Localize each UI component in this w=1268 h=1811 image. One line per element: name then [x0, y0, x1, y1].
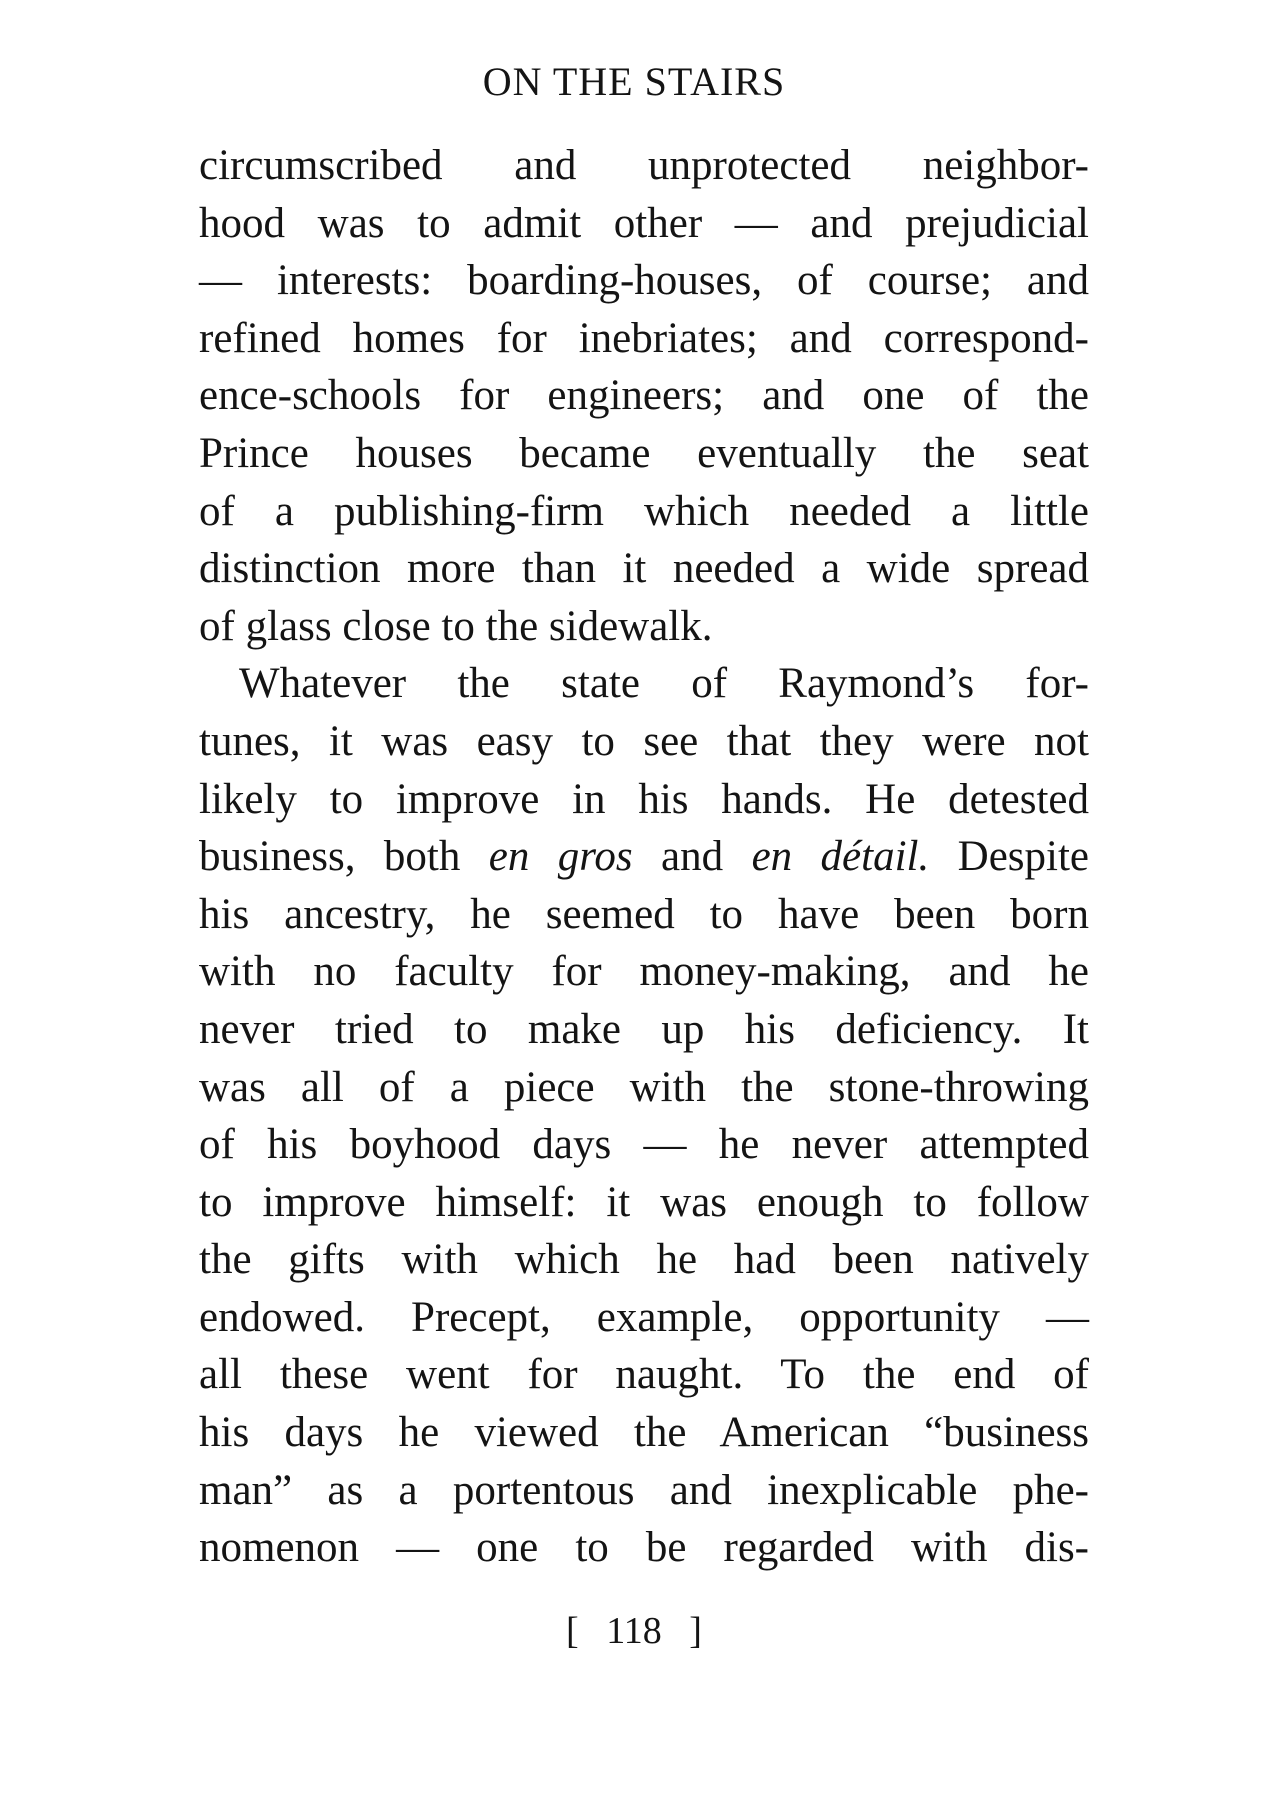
text-line: man” as a portentous and inexplicable phe-: [199, 1466, 1089, 1514]
text-segment: Despite: [929, 833, 1090, 881]
text-segment: business, both: [199, 833, 489, 881]
text-line: nomenon — one to be regarded with dis-: [199, 1524, 1089, 1572]
text-line: all these went for naught. To the end of: [199, 1351, 1089, 1399]
text-line: — interests: boarding-houses, of course; and: [199, 257, 1089, 305]
text-segment: and: [632, 833, 752, 881]
text-line: of glass close to the sidewalk.: [199, 602, 713, 650]
text-line: Whatever the state of Raymond’s for-: [239, 660, 1089, 708]
running-head: ON THE STAIRS: [482, 59, 786, 104]
text-line: with no faculty for money-making, and he: [199, 948, 1089, 996]
text-line: Prince houses became eventually the seat: [199, 429, 1089, 477]
text-line: ence-schools for engineers; and one of the: [199, 372, 1089, 420]
text-line: tunes, it was easy to see that they were not: [199, 717, 1089, 765]
italic-phrase: en détail.: [751, 833, 930, 881]
text-line: his ancestry, he seemed to have been born: [199, 890, 1089, 938]
text-line: endowed. Precept, example, opportunity —: [199, 1293, 1089, 1341]
text-line: of his boyhood days — he never attempted: [199, 1121, 1089, 1169]
text-line: likely to improve in his hands. He detested: [199, 775, 1089, 823]
text-line: to improve himself: it was enough to follow: [199, 1178, 1089, 1226]
text-line: the gifts with which he had been natively: [199, 1236, 1089, 1284]
text-line: hood was to admit other — and prejudicial: [199, 199, 1089, 247]
text-line: circumscribed and unprotected neighbor-: [199, 142, 1089, 189]
text-line: of a publishing-firm which needed a little: [199, 487, 1089, 535]
text-line: his days he viewed the American “business: [199, 1409, 1089, 1457]
text-line: distinction more than it needed a wide spread: [199, 545, 1089, 593]
page-number: [ 118 ]: [566, 1610, 702, 1652]
italic-phrase: en gros: [488, 833, 633, 881]
text-line: refined homes for inebriates; and correspond-: [199, 314, 1089, 362]
body-text: [199, 137, 1089, 1577]
text-line: was all of a piece with the stone-throwing: [199, 1063, 1089, 1111]
text-line: never tried to make up his deficiency. It: [199, 1005, 1089, 1053]
text-line: [199, 828, 1089, 886]
